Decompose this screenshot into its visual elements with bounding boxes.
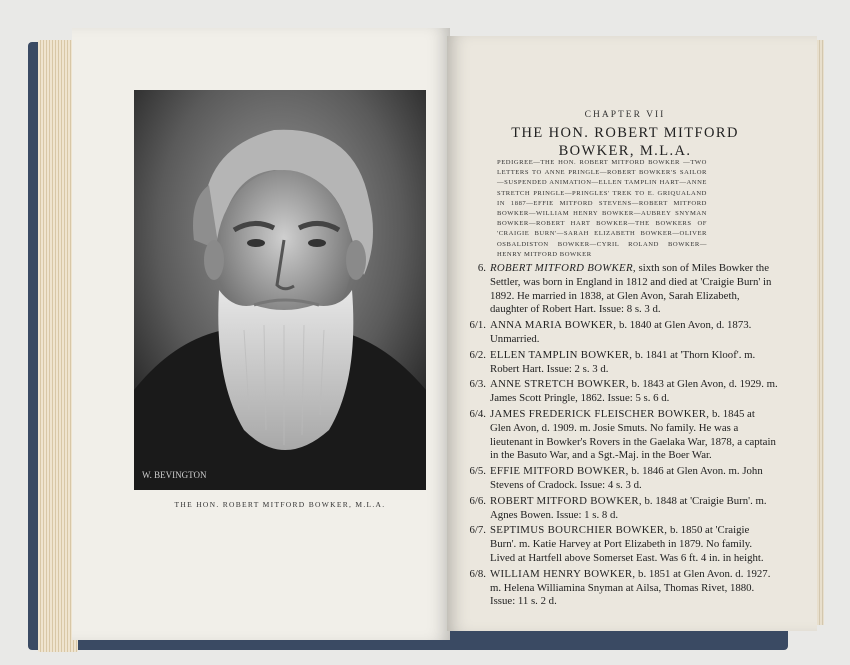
entry-name: ROBERT MITFORD BOWKER, xyxy=(490,494,642,507)
entry-detail: b. 1845 at Glen Avon, d. 1909. m. Josie Smuts. No family. He was a lieutenant in Bowker's Rovers in the Gaelaka War, 1878, a captain in the Basuto War, and a Sgt.-Maj. in the Boer War. xyxy=(490,407,776,462)
portrait-drawing xyxy=(134,90,426,490)
entry-detail: b. 1843 at Glen Avon, d. 1929. m. James Scott Pringle, 1862. Issue: 5 s. 6 d. xyxy=(490,378,778,405)
entry-detail: b. 1840 at Glen Avon, d. 1873. Unmarried. xyxy=(490,319,752,345)
entry-text xyxy=(490,378,778,406)
entry-detail: b. 1850 at 'Craigie Burn'. m. Katie Harvey at Port Elizabeth in 1879. No family. Lived at Hartfell above Somerset East. Was 6 ft. 4 in. in height. xyxy=(490,524,764,564)
list-item xyxy=(466,408,778,463)
list-item xyxy=(466,568,778,609)
entry-detail: b. 1846 at Glen Avon. m. John Stevens of Cradock. Issue: 4 s. 3 d. xyxy=(490,465,763,491)
entry-number: 6/4. xyxy=(469,407,486,420)
list-item xyxy=(466,524,778,565)
entry-name: EFFIE MITFORD BOWKER, xyxy=(490,465,629,478)
entry-detail: b. 1851 at Glen Avon. d. 1927. m. Helena Williamina Snyman at Ailsa, Thomas Rivet, 1880. Issue: 11 s. 2 d. xyxy=(490,567,771,608)
portrait-caption: THE HON. ROBERT MITFORD BOWKER, M.L.A. xyxy=(174,500,386,509)
entry-text xyxy=(490,465,778,493)
chapter-summary: PEDIGREE—THE HON. ROBERT MITFORD BOWKER —TWO LETTERS TO ANNE PRINGLE—ROBERT BOWKER'S SAILOR—SUSPENDED ANIMATION—ELLEN TAMPLIN HART—ANNE STRETCH PRINGLE—PRINGLES' TREK TO E. GRIQUALAND IN 1887—EFFIE MITFORD STEVENS—ROBERT MITFORD BOWKER—WILLIAM HENRY BOWKER—AUBREY SNYMAN BOWKER—ROBERT HART BOWKER—THE BOWKERS OF 'CRAIGIE BURN'—SARAH ELIZABETH BOWKER—OLIVER OSBALDISTON BOWKER—CYRIL ROLAND BOWKER—HENRY MITFORD BOWKER xyxy=(497,159,707,258)
list-item xyxy=(466,319,778,347)
entry-detail: sixth son of Miles Bowker the Settler, was born in England in 1812 and died at 'Craigie Burn' in 1892. He married in 1838, at Glen Avon, Sarah Elizabeth, daughter of Robert Hart. Issue: 8 s. 3 d. xyxy=(490,262,772,316)
main-entry xyxy=(466,262,778,317)
entry-number: 6/7. xyxy=(469,524,486,537)
entry-number: 6/6. xyxy=(469,494,486,507)
chapter-title xyxy=(470,124,780,160)
entry-number: 6. xyxy=(477,262,486,274)
entry-number: 6/8. xyxy=(469,567,486,580)
entry-name: ELLEN TAMPLIN BOWKER, xyxy=(490,348,633,361)
entry-text xyxy=(490,319,778,347)
entry-name: JAMES FREDERICK FLEISCHER BOWKER, xyxy=(490,407,710,420)
chapter-label: CHAPTER VII xyxy=(584,110,666,120)
list-item xyxy=(466,349,778,377)
chapter-title-line1: THE HON. ROBERT MITFORD xyxy=(511,125,739,141)
list-item xyxy=(466,495,778,523)
portrait-image xyxy=(134,90,426,490)
entry-list xyxy=(466,319,778,609)
entry-name: ANNA MARIA BOWKER, xyxy=(490,319,617,332)
entry-name: SEPTIMUS BOURCHIER BOWKER, xyxy=(490,524,668,537)
portrait-signature: W. BEVINGTON xyxy=(142,470,207,480)
entry-number: 6/1. xyxy=(469,319,486,332)
entry-text xyxy=(490,495,778,523)
entry-name: ANNE STRETCH BOWKER, xyxy=(490,378,629,391)
entry-name: ROBERT MITFORD BOWKER, xyxy=(490,262,636,274)
entry-text xyxy=(490,349,778,377)
entry-name: WILLIAM HENRY BOWKER, xyxy=(490,567,636,580)
entry-number: 6/3. xyxy=(469,378,486,391)
entry-number: 6/2. xyxy=(469,348,486,361)
entry-text xyxy=(490,568,778,609)
entry-number: 6/5. xyxy=(469,465,486,478)
list-item xyxy=(466,465,778,493)
genealogy-body xyxy=(466,262,778,611)
chapter-title-line2: BOWKER, M.L.A. xyxy=(558,143,692,159)
list-item xyxy=(466,378,778,406)
entry-detail: b. 1848 at 'Craigie Burn'. m. Agnes Bowen. Issue: 1 s. 8 d. xyxy=(490,494,767,521)
entry-text xyxy=(490,524,778,565)
entry-text xyxy=(490,262,778,317)
entry-detail: b. 1841 at 'Thorn Kloof'. m. Robert Hart. Issue: 2 s. 3 d. xyxy=(490,348,756,375)
entry-text xyxy=(490,408,778,463)
